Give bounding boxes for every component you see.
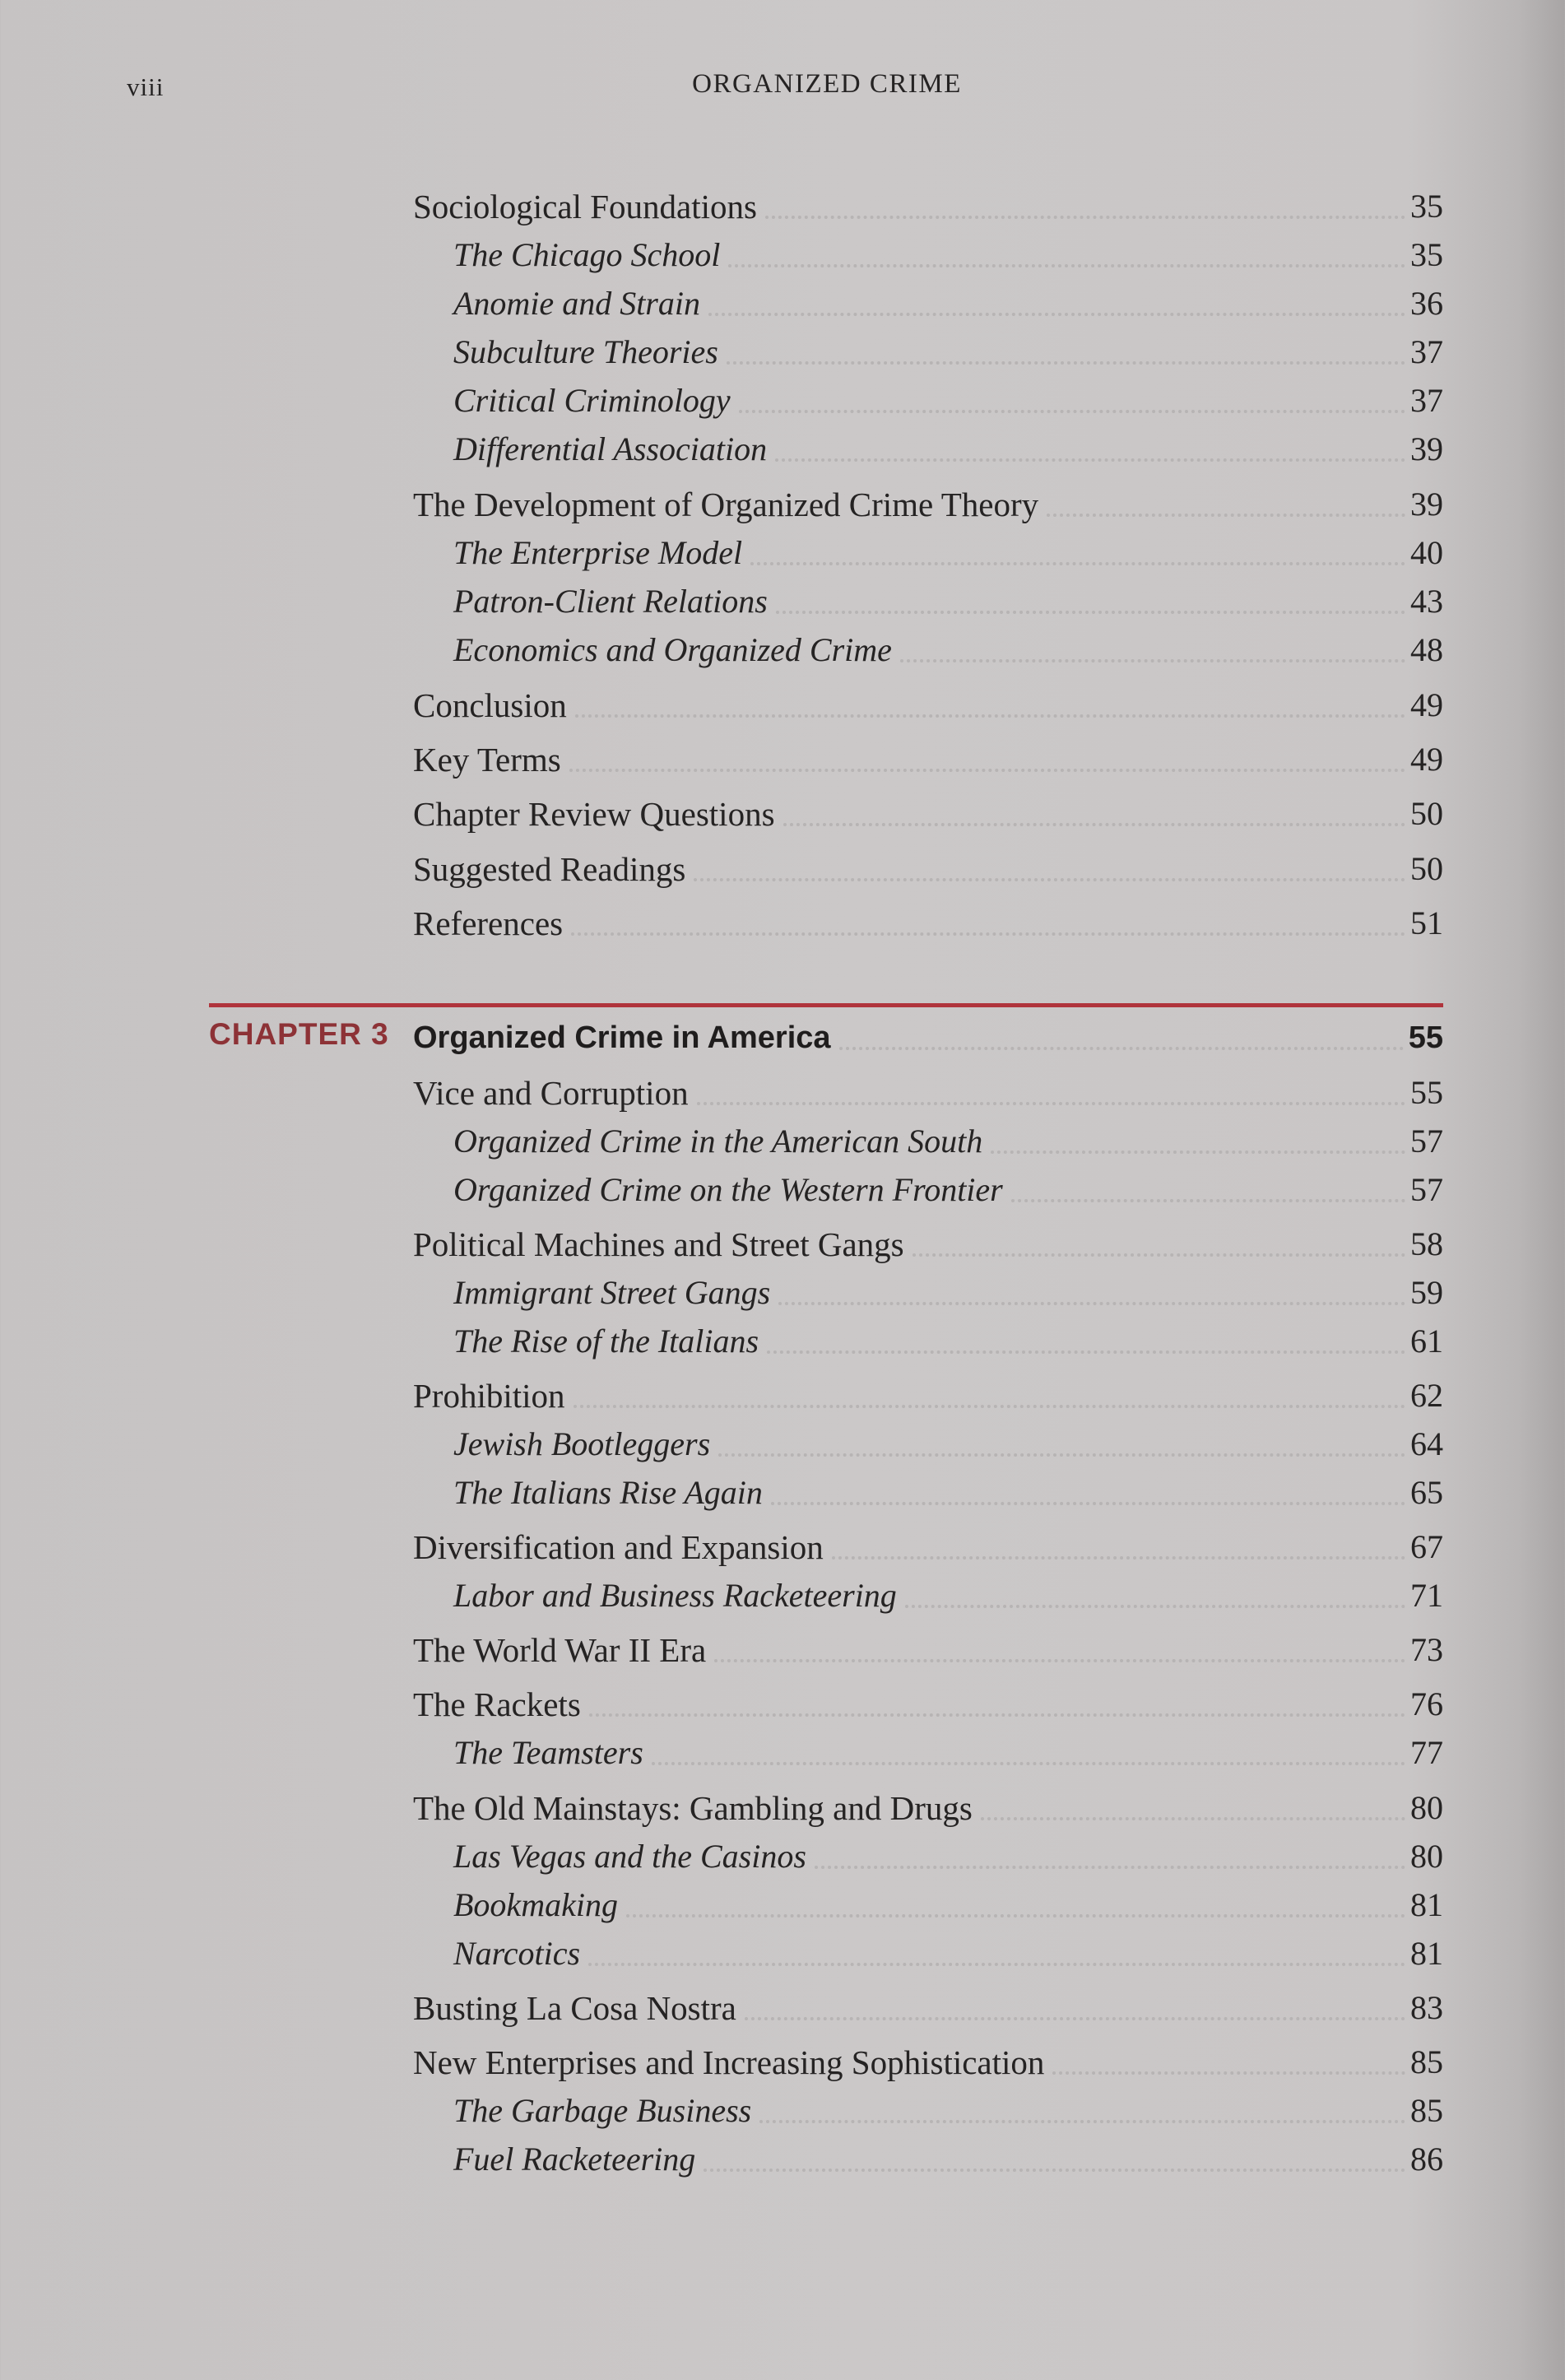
toc-entry[interactable] [413, 1987, 1443, 2029]
toc-entry[interactable] [413, 685, 1443, 726]
entry-title: The Teamsters [453, 1734, 643, 1771]
entry-title: The Rise of the Italians [453, 1322, 759, 1360]
entry-title: The Garbage Business [453, 2092, 752, 2129]
entry-title: Economics and Organized Crime [453, 631, 892, 668]
toc-entry[interactable] [413, 793, 1443, 834]
entry-title: Busting La Cosa Nostra [413, 1989, 736, 2027]
entry-page-number: 35 [1410, 236, 1443, 273]
dot-leader [704, 2168, 1405, 2172]
chapter-title-entry[interactable] [413, 1017, 1443, 1058]
dot-leader [588, 1963, 1405, 1966]
dot-leader [571, 932, 1405, 936]
dot-leader [776, 611, 1405, 614]
chapter-label: CHAPTER 3 [209, 1017, 389, 1051]
entry-title: The World War II Era [413, 1631, 707, 1669]
toc-subentry[interactable] [453, 1472, 1443, 1513]
entry-title: Las Vegas and the Casinos [453, 1838, 806, 1875]
entry-title: New Enterprises and Increasing Sophistication [413, 2043, 1045, 2081]
entry-page-number: 51 [1410, 904, 1443, 941]
entry-title: The Chicago School [453, 236, 721, 273]
entry-title: Organized Crime on the Western Frontier [453, 1171, 1003, 1208]
entry-title: Anomie and Strain [453, 285, 700, 322]
dot-leader [771, 1502, 1405, 1505]
dot-leader [714, 1659, 1405, 1662]
dot-leader [626, 1914, 1405, 1917]
entry-title: Immigrant Street Gangs [453, 1274, 771, 1311]
entry-title: Prohibition [413, 1377, 565, 1415]
toc-subentry[interactable] [453, 1121, 1443, 1162]
entry-page-number: 48 [1410, 631, 1443, 668]
dot-leader [1011, 1199, 1405, 1202]
dot-leader [1052, 2071, 1405, 2075]
entry-title: Suggested Readings [413, 850, 686, 888]
entry-page-number: 49 [1410, 741, 1443, 778]
dot-leader [718, 1453, 1405, 1457]
chapter-divider-rule [209, 1003, 1443, 1007]
entry-title: Narcotics [453, 1935, 581, 1972]
chapter-title: Organized Crime in America [413, 1020, 831, 1055]
entry-page-number: 80 [1410, 1789, 1443, 1826]
toc-subentry[interactable] [453, 630, 1443, 671]
entry-title: Fuel Racketeering [453, 2141, 696, 2178]
toc-entry[interactable] [413, 1684, 1443, 1725]
entry-page-number: 67 [1410, 1528, 1443, 1565]
dot-leader [832, 1556, 1405, 1560]
entry-page-number: 80 [1410, 1838, 1443, 1875]
entry-page-number: 85 [1410, 2043, 1443, 2080]
dot-leader [694, 878, 1405, 881]
entry-title: Labor and Business Racketeering [453, 1577, 897, 1614]
entry-page-number: 57 [1410, 1123, 1443, 1160]
entry-title: Differential Association [453, 430, 768, 467]
entry-title: Bookmaking [453, 1886, 618, 1923]
entry-page-number: 86 [1410, 2141, 1443, 2178]
dot-leader [739, 410, 1405, 413]
entry-page-number: 61 [1410, 1322, 1443, 1360]
entry-page-number: 35 [1410, 188, 1443, 225]
dot-leader [574, 1405, 1405, 1408]
toc-subentry[interactable] [453, 581, 1443, 622]
dot-leader [745, 2017, 1405, 2020]
entry-page-number: 36 [1410, 285, 1443, 322]
entry-page-number: 37 [1410, 333, 1443, 370]
entry-title: The Rackets [413, 1685, 581, 1723]
dot-leader [783, 823, 1405, 826]
entry-title: Conclusion [413, 686, 567, 724]
entry-page-number: 57 [1410, 1171, 1443, 1208]
dot-leader [1047, 514, 1405, 517]
toc-subentry[interactable] [453, 1321, 1443, 1362]
dot-leader [981, 1817, 1405, 1820]
toc-subentry[interactable] [453, 1885, 1443, 1926]
toc-entry[interactable] [413, 1787, 1443, 1829]
dot-leader [991, 1150, 1405, 1154]
toc-entry[interactable] [413, 1629, 1443, 1671]
toc-subentry[interactable] [453, 1836, 1443, 1877]
entry-page-number: 71 [1410, 1577, 1443, 1614]
running-head: ORGANIZED CRIME [692, 69, 962, 99]
toc-subentry[interactable] [453, 1732, 1443, 1773]
entry-title: Chapter Review Questions [413, 795, 775, 833]
entry-page-number: 50 [1410, 795, 1443, 832]
toc-subentry[interactable] [453, 1272, 1443, 1313]
dot-leader [765, 216, 1405, 219]
toc-subentry[interactable] [453, 2139, 1443, 2180]
dot-leader [697, 1102, 1405, 1105]
toc-subentry[interactable] [453, 235, 1443, 276]
entry-title: The Enterprise Model [453, 534, 743, 571]
entry-title: References [413, 904, 564, 942]
toc-subentry[interactable] [453, 283, 1443, 324]
toc-subentry[interactable] [453, 332, 1443, 373]
chapter-page-number: 55 [1408, 1020, 1443, 1055]
entry-page-number: 81 [1410, 1886, 1443, 1923]
entry-title: Vice and Corruption [413, 1074, 689, 1112]
entry-title: Sociological Foundations [413, 188, 757, 225]
entry-page-number: 64 [1410, 1425, 1443, 1462]
dot-leader [775, 458, 1405, 462]
toc-subentry[interactable] [453, 1424, 1443, 1465]
entry-title: Subculture Theories [453, 333, 718, 370]
toc-entry[interactable] [413, 848, 1443, 890]
dot-leader [759, 2120, 1405, 2123]
toc-entry[interactable] [413, 186, 1443, 227]
toc-entry[interactable] [413, 1224, 1443, 1265]
dot-leader [815, 1866, 1405, 1869]
dot-leader [727, 361, 1405, 365]
entry-page-number: 62 [1410, 1377, 1443, 1414]
entry-page-number: 39 [1410, 486, 1443, 523]
dot-leader [905, 1605, 1405, 1608]
entry-title: The Italians Rise Again [453, 1474, 763, 1511]
toc-subentry[interactable] [453, 2090, 1443, 2131]
entry-page-number: 59 [1410, 1274, 1443, 1311]
entry-title: The Development of Organized Crime Theory [413, 486, 1039, 523]
dot-leader [652, 1762, 1405, 1765]
entry-page-number: 40 [1410, 534, 1443, 571]
dot-leader [728, 264, 1405, 267]
entry-title: The Old Mainstays: Gambling and Drugs [413, 1789, 973, 1827]
entry-page-number: 58 [1410, 1225, 1443, 1262]
dot-leader [913, 1253, 1405, 1257]
entry-page-number: 85 [1410, 2092, 1443, 2129]
toc-subentry[interactable] [453, 429, 1443, 470]
entry-page-number: 50 [1410, 850, 1443, 887]
entry-title: Diversification and Expansion [413, 1528, 824, 1566]
entry-page-number: 37 [1410, 382, 1443, 419]
dot-leader [569, 769, 1405, 772]
toc-entry[interactable] [413, 2042, 1443, 2083]
toc-subentry[interactable] [453, 1169, 1443, 1211]
toc-entry[interactable] [413, 903, 1443, 944]
entry-title: Jewish Bootleggers [453, 1425, 711, 1462]
entry-title: Organized Crime in the American South [453, 1123, 983, 1160]
toc-entry[interactable] [413, 1072, 1443, 1113]
toc-entry[interactable] [413, 739, 1443, 780]
dot-leader [708, 313, 1405, 316]
dot-leader [575, 714, 1405, 718]
toc-subentry[interactable] [453, 532, 1443, 574]
toc-subentry[interactable] [453, 380, 1443, 421]
toc-subentry[interactable] [453, 1933, 1443, 1974]
dot-leader [900, 659, 1405, 662]
entry-page-number: 39 [1410, 430, 1443, 467]
entry-title: Key Terms [413, 741, 561, 779]
entry-title: Political Machines and Street Gangs [413, 1225, 904, 1263]
entry-page-number: 43 [1410, 583, 1443, 620]
entry-page-number: 81 [1410, 1935, 1443, 1972]
entry-page-number: 73 [1410, 1631, 1443, 1668]
dot-leader [589, 1713, 1405, 1717]
entry-page-number: 65 [1410, 1474, 1443, 1511]
entry-page-number: 83 [1410, 1989, 1443, 2026]
entry-page-number: 49 [1410, 686, 1443, 723]
toc-subentry[interactable] [453, 1575, 1443, 1616]
dot-leader [839, 1047, 1404, 1050]
dot-leader [767, 1350, 1405, 1354]
entry-page-number: 77 [1410, 1734, 1443, 1771]
toc-entry[interactable] [413, 1527, 1443, 1568]
entry-page-number: 55 [1410, 1074, 1443, 1111]
toc-entry[interactable] [413, 484, 1443, 525]
toc-entry[interactable] [413, 1375, 1443, 1416]
entry-page-number: 76 [1410, 1685, 1443, 1722]
entry-title: Critical Criminology [453, 382, 731, 419]
page-number: viii [127, 72, 165, 101]
entry-title: Patron-Client Relations [453, 583, 768, 620]
dot-leader [778, 1302, 1405, 1305]
dot-leader [750, 562, 1405, 565]
